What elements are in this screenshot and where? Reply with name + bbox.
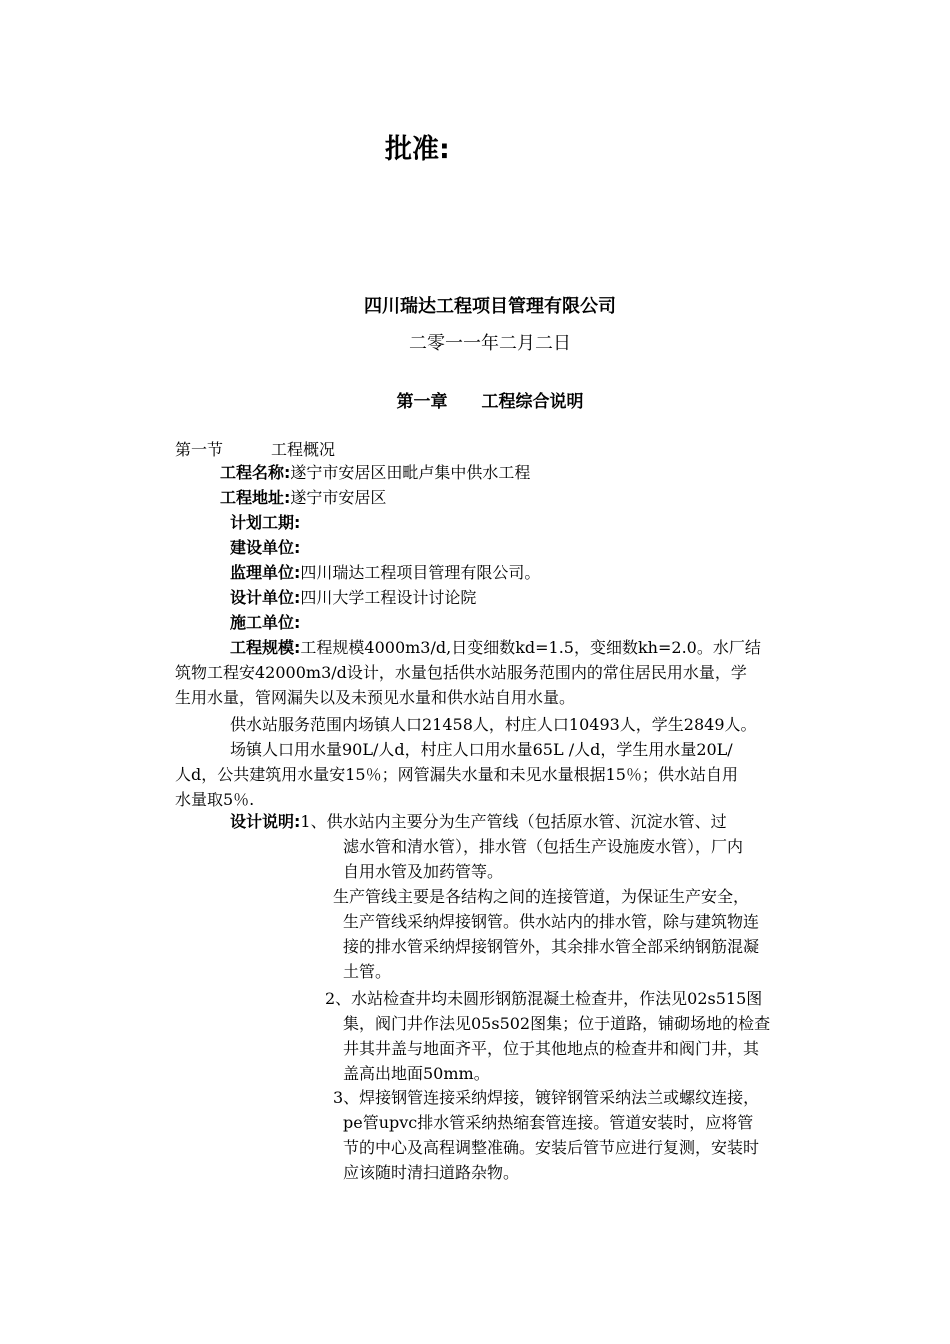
scale-text: 工程规模4000m3/d,日变细数kd=1.5，变细数kh=2.0。水厂结 <box>300 638 761 657</box>
approval-label: 批准: <box>385 134 450 165</box>
company-name: 四川瑞达工程项目管理有限公司 <box>364 296 616 317</box>
field-label: 工程地址: <box>220 488 291 507</box>
field-label: 工程名称: <box>220 463 291 482</box>
chapter-title: 工程综合说明 <box>481 392 584 412</box>
section-title: 工程概况 <box>271 440 336 459</box>
field-value: 遂宁市安居区田毗卢集中供水工程 <box>290 463 531 482</box>
field-label: 监理单位: <box>230 563 301 582</box>
chapter-heading <box>0 387 950 412</box>
scale-line-1 <box>230 635 761 660</box>
field-supervision-unit <box>230 560 540 585</box>
water-use-line-3: 水量取5％. <box>175 790 255 809</box>
water-use-line-2: 人d，公共建筑用水量安15％；网管漏失水量和未见水量根据15％；供水站自用 <box>175 765 738 784</box>
design-item1b-line2: 生产管线采纳焊接钢管。供水站内的排水管，除与建筑物连 <box>343 912 760 931</box>
field-construction-unit <box>230 535 300 560</box>
field-project-address <box>220 485 386 510</box>
scale-line-3: 生用水量，管网漏失以及未预见水量和供水站自用水量。 <box>175 688 576 707</box>
document-date: 二零一一年二月二日 <box>409 333 571 354</box>
design-item1b-line3: 接的排水管采纳焊接钢管外，其余排水管全部采纳钢筋混凝 <box>343 937 760 956</box>
field-design-unit <box>230 585 476 610</box>
design-item3-line3: 节的中心及高程调整准确。安装后管节应进行复测，安装时 <box>343 1138 760 1157</box>
design-item3-line4: 应该随时清扫道路杂物。 <box>343 1163 520 1182</box>
design-notes-label <box>230 809 727 834</box>
design-item1-line3: 自用水管及加药管等。 <box>343 862 504 881</box>
design-item2-line2: 集，阀门井作法见05s502图集；位于道路，铺砌场地的检查 <box>343 1014 771 1033</box>
field-label: 施工单位: <box>230 613 301 632</box>
field-label: 设计单位: <box>230 588 301 607</box>
field-label: 建设单位: <box>230 538 301 557</box>
design-item2-line4: 盖高出地面50mm。 <box>343 1064 490 1083</box>
water-use-line-1: 场镇人口用水量90L/人d，村庄人口用水量65L /人d，学生用水量20L/ <box>230 740 733 759</box>
design-label: 设计说明: <box>230 812 301 831</box>
design-item1b-line1: 生产管线主要是各结构之间的连接管道，为保证生产安全， <box>333 887 750 906</box>
section-number: 第一节 <box>175 440 224 459</box>
scale-line-2: 筑物工程安42000m3/d设计，水量包括供水站服务范围内的常住居民用水量，学 <box>175 663 747 682</box>
scale-label: 工程规模: <box>230 638 301 657</box>
design-item2-line3: 井其井盖与地面齐平，位于其他地点的检查井和阀门井，其 <box>343 1039 760 1058</box>
field-planned-period <box>230 510 300 535</box>
field-value: 遂宁市安居区 <box>290 488 387 507</box>
design-item1-line2: 滤水管和清水管），排水管（包括生产设施废水管），厂内 <box>343 837 744 856</box>
design-item1-line1: 1、供水站内主要分为生产管线（包括原水管、沉淀水管、过 <box>300 812 727 831</box>
field-value: 四川瑞达工程项目管理有限公司。 <box>300 563 541 582</box>
field-contractor <box>230 610 300 635</box>
section-heading <box>175 437 335 460</box>
population-text: 供水站服务范围内场镇人口21458人，村庄人口10493人，学生2849人。 <box>230 715 757 734</box>
field-value: 四川大学工程设计讨论院 <box>300 588 477 607</box>
design-item1b-line4: 土管。 <box>343 962 392 981</box>
design-item2-line1: 2、水站检查井均未圆形钢筋混凝土检查井，作法见02s515图 <box>325 989 763 1008</box>
design-item3-line2: pe管upvc排水管采纳热缩套管连接。管道安装时，应将管 <box>343 1113 754 1132</box>
chapter-number: 第一章 <box>396 392 448 412</box>
design-item3-line1: 3、焊接钢管连接采纳焊接，镀锌钢管采纳法兰或螺纹连接， <box>333 1088 760 1107</box>
field-project-name <box>220 460 530 485</box>
field-label: 计划工期: <box>230 513 301 532</box>
